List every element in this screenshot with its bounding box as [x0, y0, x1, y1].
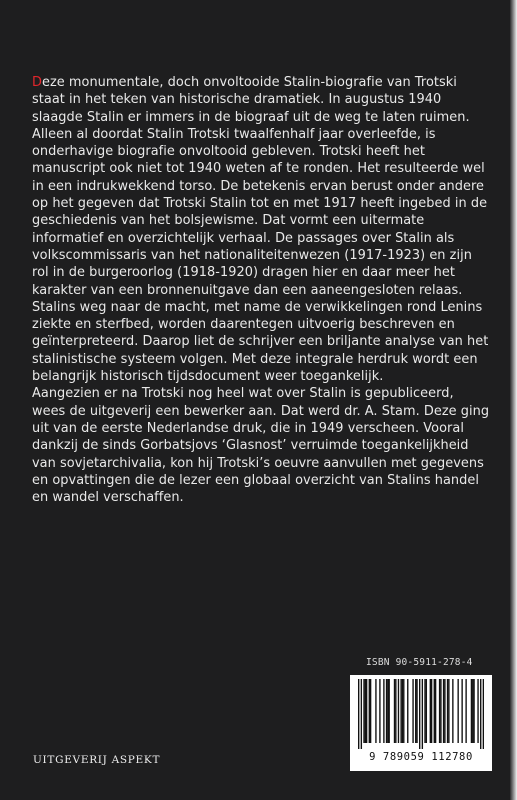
barcode-bar: [452, 679, 453, 743]
barcode-bar: [416, 679, 417, 743]
barcode-bar: [430, 679, 431, 743]
red-initial: D: [32, 75, 42, 90]
barcode-bar: [435, 679, 436, 743]
barcode-bar: [443, 679, 444, 743]
barcode-bar: [375, 679, 376, 743]
publisher-name: UITGEVERIJ ASPEKT: [33, 754, 161, 766]
barcode-bar: [369, 679, 370, 743]
barcode-bar: [477, 679, 478, 743]
barcode-bar: [434, 679, 435, 743]
barcode-bar: [471, 679, 472, 743]
barcode-bar: [361, 679, 362, 749]
barcode-bar: [387, 679, 388, 743]
barcode-bar: [461, 679, 462, 743]
barcode-bar: [480, 679, 481, 749]
barcode-bar: [447, 679, 448, 743]
barcode-bar: [473, 679, 474, 743]
barcode-bar: [412, 679, 413, 743]
barcode-bar: [402, 679, 403, 743]
blurb-paragraph-1-text: eze monumentale, doch onvoltooide Stalin-biografie van Trotski staat in het teken van historische dramatiek. In augustus 1940 slaagde Stalin er immers in de biograaf uit de weg te laten ruimen. Alleen al doordat Stalin Trotski twaalfenhalf jaar overleefde, is onderhavige biografie onvoltooid gebleven. Trotski heeft het manuscript ook niet tot 1940 weten af te ronden. Het resulteerde wel in een indrukwekkend torso. De betekenis ervan berust onder andere op het gegeven dat Trotski Stalin tot en met 1917 heeft ingebed in de geschiedenis van het bolsjewisme. Dat vormt een uitermate informatief en overzichtelijk verhaal. De passages over Stalin als volkscommissaris van het nationaliteitenwezen (1917-1923) en zijn rol in de burgeroorlog (1918-1920) dragen hier en daar meer het karakter van een bronnenuitgave dan een aaneengesloten relaas. Stalins weg naar de macht, met name de verwikkelingen rond Lenins ziekte en sterfbed, worden daarentegen uitvoerig beschreven en geïnterpreteerd. Daarop liet de schrijver een briljante analyse van het stalinistische systeem volgen. Met deze integrale herdruk wordt een belangrijk historisch tijdsdocument weer toegankelijk.: [32, 75, 489, 385]
isbn-label: ISBN 90-5911-278-4: [366, 657, 473, 668]
barcode-bar: [426, 679, 427, 743]
barcode-bar: [366, 679, 367, 743]
blurb-paragraph-2: Aangezien er na Trotski nog heel wat over Stalin is gepubliceerd, wees de uitgeverij een bewerker aan. Dat werd dr. A. Stam. Deze ging uit van de eerste Nederlandse druk, die in 1949 verscheen. Vooral dankzij de sinds Gorbatsjovs ‘Glasnost’ verruimde toegankelijkheid van sovjetarchivalia, kon hij Trotski’s oeuvre aanvullen met gegevens en opvattingen die de lezer een globaal overzicht van Stalins handel en wandel verschaffen.: [32, 386, 490, 506]
barcode-bar: [440, 679, 441, 743]
barcode-bar: [415, 679, 416, 743]
barcode-bar: [422, 679, 423, 749]
barcode-bar: [358, 679, 359, 749]
barcode-bar: [465, 679, 466, 743]
barcode-bar: [444, 679, 445, 743]
barcode: [350, 675, 492, 771]
book-edge: [510, 0, 517, 800]
barcode-bar: [379, 679, 380, 743]
barcode-bar: [398, 679, 399, 743]
barcode-number: 9 789059 112780: [369, 751, 473, 763]
barcode-bar: [370, 679, 371, 743]
barcode-bar: [424, 679, 425, 743]
barcode-bar: [472, 679, 473, 743]
barcode-bar: [439, 679, 440, 743]
barcode-bar: [394, 679, 395, 743]
barcode-bar: [483, 679, 484, 749]
barcode-bar: [395, 679, 396, 743]
barcode-bar: [431, 679, 432, 743]
barcode-bar: [457, 679, 458, 743]
barcode-bar: [407, 679, 408, 743]
barcode-bar: [383, 679, 384, 743]
barcode-bar: [365, 679, 366, 743]
barcode-bar: [400, 679, 401, 743]
barcode-bar: [386, 679, 387, 743]
barcode-bar: [419, 679, 420, 749]
blurb-paragraph-1: [32, 74, 490, 385]
barcode-bar: [403, 679, 404, 743]
barcode-bar: [389, 679, 390, 743]
barcode-bar: [363, 679, 364, 743]
barcode-bar: [448, 679, 449, 743]
barcode-bars: [358, 679, 484, 749]
blurb-text: [32, 74, 490, 506]
